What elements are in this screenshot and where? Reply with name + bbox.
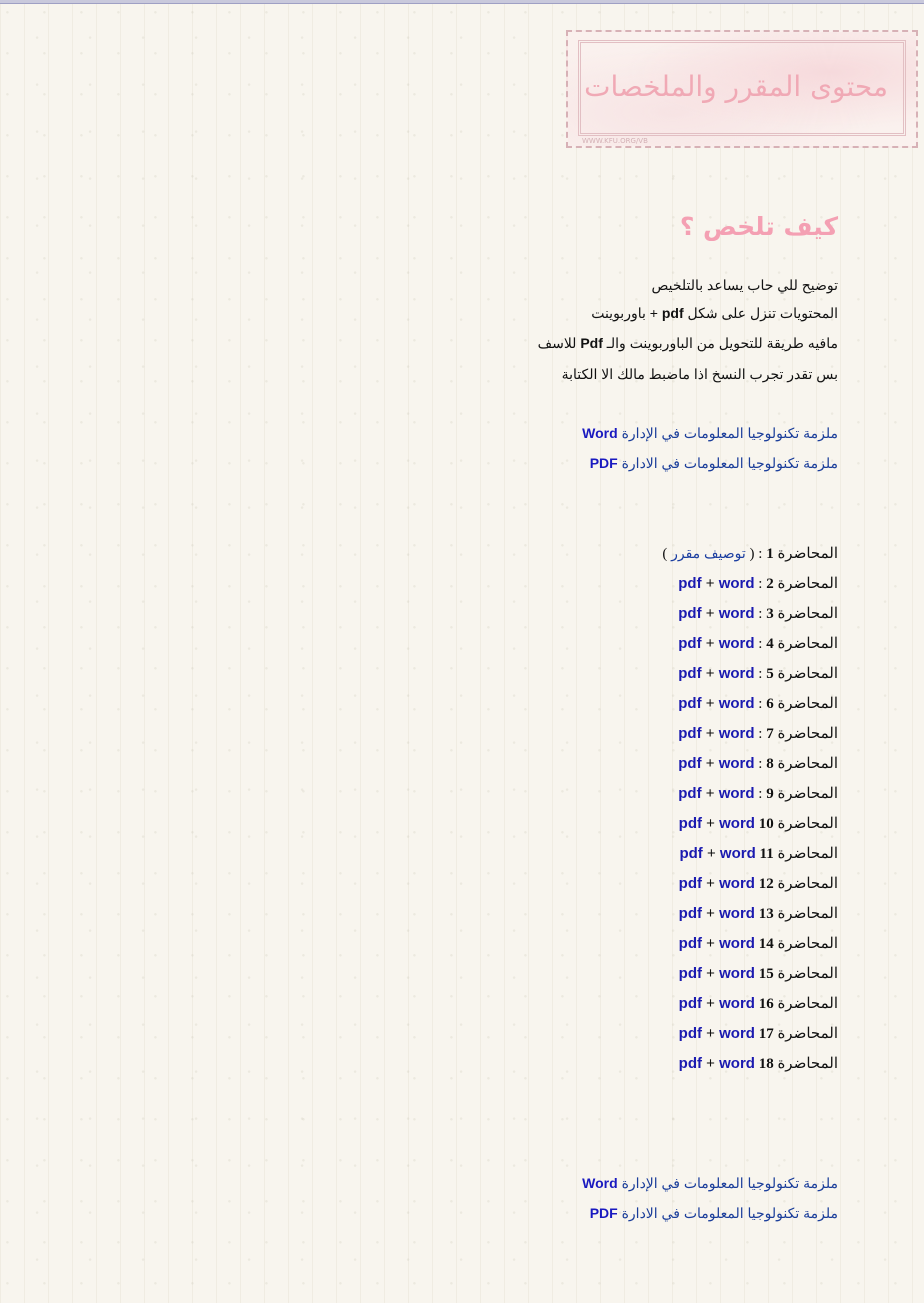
lecture-files [678, 725, 754, 742]
lecture-label: المحاضرة [777, 1026, 838, 1042]
lecture-files [679, 815, 755, 832]
manual-link-format: PDF [589, 455, 618, 471]
lecture-row [678, 664, 838, 683]
intro-line: بس تقدر تجرب النسخ اذا ماضبط مالك الا الكتابة [561, 366, 838, 382]
lecture-row [678, 604, 838, 623]
manual-link-format: Word [582, 1175, 618, 1191]
word-link[interactable]: word [719, 995, 755, 1012]
lecture-separator: : [758, 546, 763, 562]
plus-separator: + [701, 665, 719, 682]
word-link[interactable]: word [719, 875, 755, 892]
plus-separator: + [702, 845, 720, 862]
lecture-number: 11 [759, 846, 774, 862]
pdf-link[interactable]: pdf [678, 905, 702, 922]
pdf-link[interactable]: pdf [678, 635, 702, 652]
lecture-number: 3 [766, 606, 774, 622]
lecture-label: المحاضرة [777, 816, 838, 832]
lecture-number: 4 [766, 636, 774, 652]
plus-separator: + [702, 935, 720, 952]
word-link[interactable]: word [719, 815, 755, 832]
lecture-row [678, 724, 838, 743]
manual-link-format: PDF [589, 1205, 618, 1221]
lecture-row [679, 874, 838, 893]
lecture-row [679, 934, 838, 953]
banner-title: محتوى المقرر والملخصات [584, 70, 888, 103]
lecture-label: المحاضرة [777, 696, 838, 712]
lecture-row [679, 994, 838, 1013]
lecture-files [679, 1025, 755, 1042]
lecture-files [679, 935, 755, 952]
lecture-number: 5 [766, 666, 774, 682]
lecture-separator: : [758, 756, 763, 772]
lecture-number: 2 [766, 576, 774, 592]
lecture-separator: : [758, 636, 763, 652]
word-link[interactable]: word [718, 665, 755, 682]
lecture-label: المحاضرة [777, 606, 838, 622]
pdf-link[interactable]: pdf [678, 725, 702, 742]
word-link[interactable]: word [718, 755, 755, 772]
lecture-number: 8 [766, 756, 774, 772]
word-link[interactable]: word [719, 1055, 755, 1072]
lecture-row [679, 964, 838, 983]
manual-word-link[interactable] [582, 1175, 838, 1192]
word-link[interactable]: word [719, 845, 756, 862]
word-link[interactable]: word [718, 635, 755, 652]
lecture-separator: : [758, 726, 763, 742]
intro-line: مافيه طريقة للتحويل من الباوربوينت والـ Pdf للاسف [537, 335, 838, 351]
manual-link-text: ملزمة تكنولوجيا المعلومات في الإدارة [621, 1175, 838, 1191]
plus-separator: + [701, 755, 719, 772]
pdf-link[interactable]: pdf [678, 695, 702, 712]
pdf-link[interactable]: pdf [678, 1055, 702, 1072]
intro-line: توضيح للي حاب يساعد بالتلخيص [651, 277, 838, 293]
pdf-link[interactable]: pdf [678, 815, 702, 832]
word-link[interactable]: word [719, 1025, 755, 1042]
word-link[interactable]: word [718, 785, 755, 802]
manual-link-text: ملزمة تكنولوجيا المعلومات في الادارة [621, 455, 838, 471]
lecture-files [679, 1055, 755, 1072]
lecture-label: المحاضرة [777, 546, 838, 562]
pdf-link[interactable]: pdf [678, 1025, 702, 1042]
plus-separator: + [702, 815, 720, 832]
lecture-number: 14 [758, 936, 774, 952]
pdf-link[interactable]: pdf [678, 935, 702, 952]
lecture-label: المحاضرة [777, 576, 838, 592]
lecture-files [679, 875, 755, 892]
word-link[interactable]: word [718, 575, 755, 592]
plus-separator: + [702, 1025, 720, 1042]
lecture-files [678, 605, 754, 622]
lecture-separator: : [758, 576, 763, 592]
lecture-number: 1 [766, 546, 774, 562]
top-border [0, 0, 924, 4]
lecture-files [678, 755, 754, 772]
lecture-number: 10 [758, 816, 774, 832]
pdf-link[interactable]: pdf [678, 785, 702, 802]
lecture-row [679, 1024, 838, 1043]
plus-separator: + [702, 965, 720, 982]
lecture-label: المحاضرة [777, 726, 838, 742]
lecture-files [678, 665, 754, 682]
lecture-number: 12 [758, 876, 774, 892]
lecture-row [679, 814, 838, 833]
lecture-files [679, 965, 755, 982]
pdf-link[interactable]: pdf [678, 875, 702, 892]
pdf-link[interactable]: pdf [678, 575, 702, 592]
lecture-number: 18 [758, 1056, 774, 1072]
manual-word-link[interactable] [582, 425, 838, 442]
lecture-row [679, 1054, 838, 1073]
lecture-label: المحاضرة [777, 1056, 838, 1072]
lecture-number: 15 [758, 966, 774, 982]
lecture-separator: : [758, 666, 763, 682]
pdf-link[interactable]: pdf [678, 665, 702, 682]
manual-link-format: Word [582, 425, 618, 441]
lecture-files [678, 785, 754, 802]
lecture-label: المحاضرة [777, 666, 838, 682]
lecture-row [679, 904, 838, 923]
lecture-label: المحاضرة [777, 846, 838, 862]
lecture-row [678, 574, 838, 593]
pdf-link[interactable]: pdf [678, 605, 702, 622]
lecture-files [679, 905, 755, 922]
header-banner [566, 30, 918, 148]
plus-separator: + [702, 995, 720, 1012]
lecture-row [678, 694, 838, 713]
plus-separator: + [702, 1055, 720, 1072]
lecture-label: المحاضرة [777, 636, 838, 652]
pdf-link[interactable]: pdf [679, 845, 703, 862]
lecture-label: المحاضرة [777, 996, 838, 1012]
lecture-label: المحاضرة [777, 786, 838, 802]
lecture-number: 16 [758, 996, 774, 1012]
lecture-number: 6 [766, 696, 774, 712]
plus-separator: + [701, 695, 719, 712]
lecture-files [678, 695, 754, 712]
lecture-files [678, 575, 754, 592]
plus-separator: + [701, 725, 719, 742]
plus-separator: + [701, 635, 719, 652]
lecture-files [679, 995, 755, 1012]
word-link[interactable]: word [718, 695, 755, 712]
lecture-label: المحاضرة [777, 756, 838, 772]
plus-separator: + [701, 575, 719, 592]
lecture-label: المحاضرة [777, 936, 838, 952]
lecture-number: 7 [766, 726, 774, 742]
lecture-row [679, 844, 838, 863]
lecture-row [678, 784, 838, 803]
lecture-row: المحاضرة 1 : ( توصيف مقرر ) [662, 545, 838, 562]
intro-line: المحتويات تنزل على شكل pdf + باوربوينت [591, 305, 838, 321]
lecture-separator: : [758, 606, 763, 622]
word-link[interactable]: word [719, 935, 755, 952]
manual-link-text: ملزمة تكنولوجيا المعلومات في الإدارة [621, 425, 838, 441]
plus-separator: + [701, 605, 719, 622]
word-link[interactable]: word [718, 605, 755, 622]
pdf-link[interactable]: pdf [678, 995, 702, 1012]
course-description-link[interactable]: توصيف مقرر [671, 545, 746, 561]
pdf-link[interactable]: pdf [678, 755, 702, 772]
lecture-files [678, 635, 754, 652]
page-heading: كيف تلخص ؟ [679, 212, 838, 241]
word-link[interactable]: word [719, 905, 755, 922]
lecture-separator: : [758, 786, 763, 802]
pdf-link[interactable]: pdf [678, 965, 702, 982]
lecture-number: 17 [758, 1026, 774, 1042]
plus-separator: + [702, 905, 720, 922]
lecture-row [678, 634, 838, 653]
word-link[interactable]: word [718, 725, 755, 742]
banner-url: WWW.KFU.ORG/VB [582, 137, 648, 145]
lecture-files [679, 845, 755, 862]
manual-pdf-link[interactable] [590, 455, 838, 472]
word-link[interactable]: word [719, 965, 755, 982]
lecture-separator: : [758, 696, 763, 712]
lecture-label: المحاضرة [777, 966, 838, 982]
manual-pdf-link[interactable] [590, 1205, 838, 1222]
lecture-number: 9 [766, 786, 774, 802]
lecture-row [678, 754, 838, 773]
lecture-number: 13 [758, 906, 774, 922]
lecture-label: المحاضرة [777, 906, 838, 922]
plus-separator: + [701, 785, 719, 802]
plus-separator: + [702, 875, 720, 892]
lecture-label: المحاضرة [777, 876, 838, 892]
manual-link-text: ملزمة تكنولوجيا المعلومات في الادارة [621, 1205, 838, 1221]
